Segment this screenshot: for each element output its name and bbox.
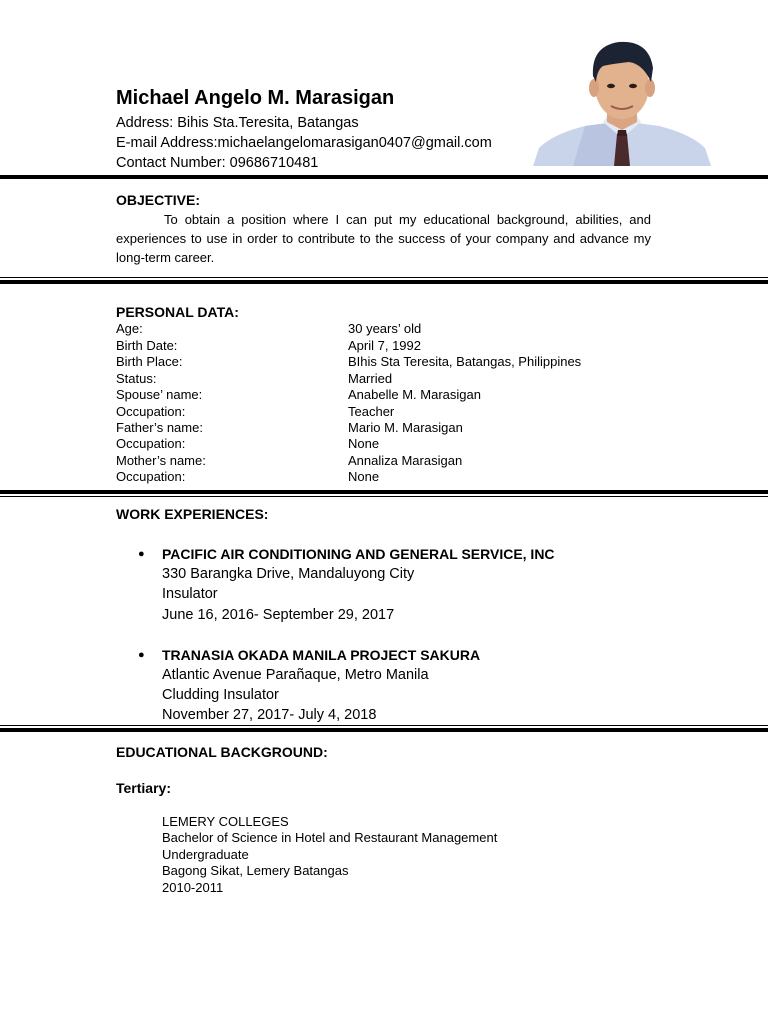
pd-value: April 7, 1992 [348, 338, 421, 353]
section-divider-thin [0, 277, 768, 278]
section-divider-thin [0, 725, 768, 726]
education-status: Undergraduate [162, 847, 249, 862]
pd-value: BIhis Sta Teresita, Batangas, Philippines [348, 354, 582, 369]
profile-photo [533, 30, 711, 166]
personal-data-heading: PERSONAL DATA: [116, 304, 239, 320]
course-name: Bachelor of Science in Hotel and Restaurant Management [162, 830, 498, 845]
pd-label: Mother’s name: [116, 453, 206, 468]
school-name: LEMERY COLLEGES [162, 814, 289, 829]
pd-value: 30 years’ old [348, 321, 422, 336]
pd-label: Spouse’ name: [116, 387, 203, 402]
resume-name: Michael Angelo M. Marasigan [116, 87, 395, 109]
pd-value: Anabelle M. Marasigan [348, 387, 481, 402]
address-line: Address: Bihis Sta.Teresita, Batangas [116, 115, 359, 131]
objective-heading: OBJECTIVE: [116, 192, 201, 208]
section-divider [0, 728, 768, 732]
objective-text: To obtain a position where I can put my educational background, abilities, and experiences to use in order to contribute to the success of your company and advance my long-term career. [116, 212, 651, 265]
job-dates: June 16, 2016- September 29, 2017 [162, 607, 395, 623]
section-divider [0, 280, 768, 284]
pd-label: Occupation: [116, 436, 186, 451]
job-position: Insulator [162, 586, 218, 602]
education-level: Tertiary: [116, 780, 171, 796]
bullet-icon: ● [138, 548, 145, 560]
pd-label: Status: [116, 371, 157, 386]
pd-value: None [348, 469, 380, 484]
section-divider [0, 490, 768, 494]
pd-value: None [348, 436, 380, 451]
pd-label: Age: [116, 321, 143, 336]
pd-value: Mario M. Marasigan [348, 420, 463, 435]
pd-label: Birth Place: [116, 354, 183, 369]
school-address: Bagong Sikat, Lemery Batangas [162, 863, 349, 878]
pd-label: Occupation: [116, 404, 186, 419]
pd-label: Occupation: [116, 469, 186, 484]
pd-value: Married [348, 371, 393, 386]
job-company: TRANASIA OKADA MANILA PROJECT SAKURA [162, 647, 481, 663]
pd-value: Annaliza Marasigan [348, 453, 463, 468]
pd-label: Birth Date: [116, 338, 178, 353]
pd-label: Father’s name: [116, 420, 203, 435]
job-company: PACIFIC AIR CONDITIONING AND GENERAL SERVICE, INC [162, 546, 555, 562]
education-heading: EDUCATIONAL BACKGROUND: [116, 744, 328, 760]
section-divider [0, 175, 768, 179]
work-heading: WORK EXPERIENCES: [116, 506, 269, 522]
job-address: 330 Barangka Drive, Mandaluyong City [162, 566, 415, 582]
job-dates: November 27, 2017- July 4, 2018 [162, 707, 377, 723]
job-address: Atlantic Avenue Parañaque, Metro Manila [162, 667, 429, 683]
email-line: E-mail Address:michaelangelomarasigan0407@gmail.com [116, 135, 492, 151]
pd-value: Teacher [348, 404, 395, 419]
section-divider-thin [0, 496, 768, 497]
school-years: 2010-2011 [162, 880, 224, 895]
contact-line: Contact Number: 09686710481 [116, 155, 319, 171]
bullet-icon: ● [138, 649, 145, 661]
job-position: Cludding Insulator [162, 687, 279, 703]
